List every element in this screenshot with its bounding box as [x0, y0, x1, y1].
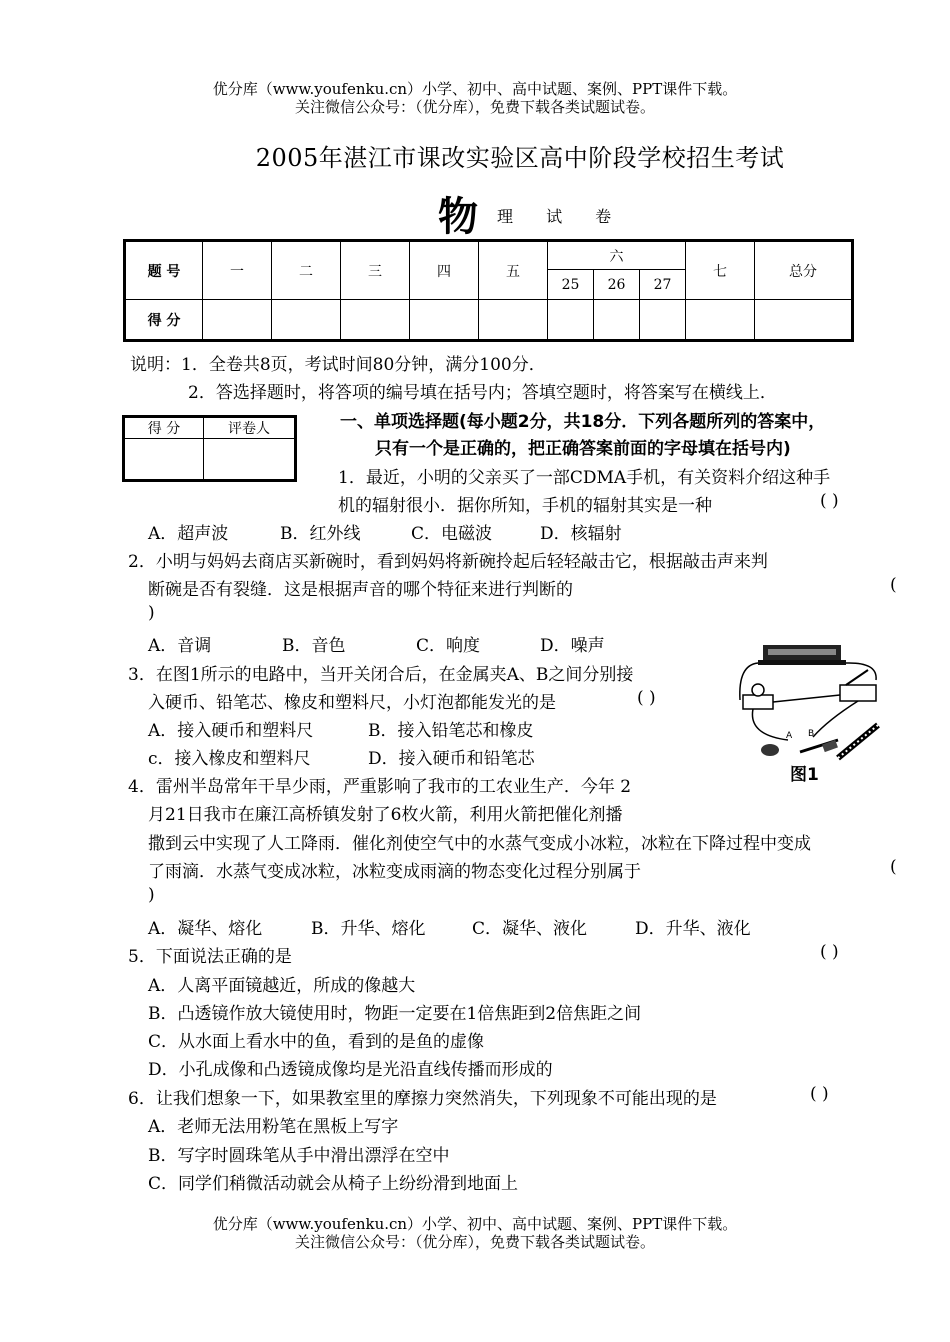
- col-3: 三: [341, 241, 410, 300]
- grader-reviewer-cell[interactable]: [204, 439, 296, 481]
- switch-icon: [840, 670, 876, 701]
- bulb-icon: [743, 684, 773, 709]
- col-total: 总分: [755, 241, 853, 300]
- q1-option-c: C．电磁波: [411, 524, 493, 544]
- grader-score-cell[interactable]: [124, 439, 204, 481]
- q3-answer-paren[interactable]: ( ): [637, 688, 656, 708]
- score-cell[interactable]: [341, 300, 410, 341]
- footer-line-2: 关注微信公众号：（优分库），免费下载各类试题试卷。: [294, 1233, 655, 1251]
- wire-to-clip-a: [752, 709, 788, 740]
- figure-1-circuit: [728, 640, 888, 785]
- coin-icon: [761, 744, 779, 756]
- q4-option-b: B．升华、熔化: [311, 919, 426, 939]
- q1-option-a: A．超声波: [148, 524, 229, 544]
- score-cell[interactable]: [272, 300, 341, 341]
- header-line-1: 优分库（www.youfenku.cn）小学、初中、高中试题、案例、PPT课件下载。: [212, 80, 738, 98]
- col-1: 一: [203, 241, 272, 300]
- col-4: 四: [410, 241, 479, 300]
- section-1-title-2: 只有一个是正确的，把正确答案前面的字母填在括号内): [375, 439, 791, 459]
- wire-to-clip-b: [813, 701, 858, 737]
- score-cell[interactable]: [755, 300, 853, 341]
- q4-line-3: 撒到云中实现了人工降雨．催化剂使空气中的水蒸气变成小冰粒，冰粒在下降过程中变成: [148, 834, 811, 854]
- q6-option-b: B．写字时圆珠笔从手中滑出漂浮在空中: [148, 1146, 450, 1166]
- q2-option-d: D．噪声: [540, 636, 605, 656]
- q5-line-1: 5．下面说法正确的是: [128, 947, 292, 967]
- grader-score-label: 得 分: [124, 417, 204, 439]
- q4-line-4: 了雨滴．水蒸气变成冰粒，冰粒变成雨滴的物态变化过程分别属于: [148, 862, 641, 882]
- score-cell[interactable]: [686, 300, 755, 341]
- score-cell[interactable]: [594, 300, 640, 341]
- col-7: 七: [686, 241, 755, 300]
- footer-line-1: 优分库（www.youfenku.cn）小学、初中、高中试题、案例、PPT课件下载。: [212, 1215, 738, 1233]
- score-cell[interactable]: [548, 300, 594, 341]
- q4-answer-left-paren[interactable]: (: [890, 857, 897, 877]
- q6-line-1: 6．让我们想象一下，如果教室里的摩擦力突然消失，下列现象不可能出现的是: [128, 1089, 717, 1109]
- score-cell[interactable]: [410, 300, 479, 341]
- q4-answer-right-paren: ): [148, 885, 155, 905]
- col-6-sub-25: 25: [548, 270, 594, 300]
- subject-rest: 理 试 卷: [497, 207, 626, 226]
- q3-line-2: 入硬币、铅笔芯、橡皮和塑料尺，小灯泡都能发光的是: [148, 693, 556, 713]
- q2-option-b: B．音色: [282, 636, 346, 656]
- q1-option-b: B．红外线: [280, 524, 361, 544]
- grader-reviewer-label: 评卷人: [204, 417, 296, 439]
- note-1: 说明：1．全卷共8页，考试时间80分钟，满分100分．: [130, 355, 546, 375]
- q6-answer-paren[interactable]: ( ): [810, 1084, 829, 1104]
- q2-answer-left-paren[interactable]: (: [890, 575, 897, 595]
- score-table: [123, 239, 854, 342]
- wire-middle: [773, 695, 840, 702]
- score-cell[interactable]: [640, 300, 686, 341]
- q2-option-a: A．音调: [148, 636, 212, 656]
- q2-answer-right-paren: ): [148, 603, 155, 623]
- clip-b-label: B: [808, 729, 815, 739]
- col-6-sub-26: 26: [594, 270, 640, 300]
- section-1-title-1: 一、单项选择题(每小题2分，共18分．下列各题所列的答案中，: [340, 412, 826, 432]
- subject-big-char: 物: [438, 193, 478, 240]
- col-6-sub-27: 27: [640, 270, 686, 300]
- q1-line-2: 机的辐射很小．据你所知，手机的辐射其实是一种: [338, 496, 712, 516]
- q6-option-c: C．同学们稍微活动就会从椅子上纷纷滑到地面上: [148, 1174, 519, 1194]
- exam-title: 2005年湛江市课改实验区高中阶段学校招生考试: [255, 144, 785, 172]
- q6-option-a: A．老师无法用粉笔在黑板上写字: [148, 1117, 399, 1137]
- col-5: 五: [479, 241, 548, 300]
- wire-right: [846, 663, 876, 680]
- q4-option-a: A．凝华、熔化: [148, 919, 263, 939]
- q2-line-2: 断碗是否有裂缝．这是根据声音的哪个特征来进行判断的: [148, 580, 573, 600]
- clip-a-label: A: [786, 731, 793, 741]
- q5-option-c: C．从水面上看水中的鱼，看到的是鱼的虚像: [148, 1032, 485, 1052]
- q1-option-d: D．核辐射: [540, 524, 622, 544]
- q4-line-1: 4．雷州半岛常年干旱少雨，严重影响了我市的工农业生产．今年 2: [128, 777, 632, 797]
- q5-option-d: D．小孔成像和凸透镜成像均是光沿直线传播而形成的: [148, 1060, 553, 1080]
- q3-option-d: D．接入硬币和铅笔芯: [368, 749, 535, 769]
- q1-line-1: 1．最近，小明的父亲买了一部CDMA手机，有关资料介绍这种手: [338, 468, 831, 488]
- q4-option-c: C．凝华、液化: [472, 919, 588, 939]
- col-6: 六: [548, 241, 686, 270]
- q3-option-c: c．接入橡皮和塑料尺: [148, 749, 311, 769]
- q2-line-1: 2．小明与妈妈去商店买新碗时，看到妈妈将新碗拎起后轻轻敲击它，根据敲击声来判: [128, 552, 768, 572]
- q5-option-b: B．凸透镜作放大镜使用时，物距一定要在1倍焦距到2倍焦距之间: [148, 1004, 642, 1024]
- q3-option-a: A．接入硬币和塑料尺: [148, 721, 314, 741]
- grader-box: [122, 415, 297, 482]
- col-2: 二: [272, 241, 341, 300]
- q4-option-d: D．升华、液化: [635, 919, 751, 939]
- q3-option-b: B．接入铅笔芯和橡皮: [368, 721, 534, 741]
- row-label-score: 得 分: [125, 300, 203, 341]
- battery-box-icon: [758, 645, 846, 665]
- score-cell[interactable]: [479, 300, 548, 341]
- row-label-question: 题 号: [125, 241, 203, 300]
- q4-line-2: 月21日我市在廉江高桥镇发射了6枚火箭，利用火箭把催化剂播: [148, 805, 623, 825]
- q5-option-a: A．人离平面镜越近，所成的像越大: [148, 976, 416, 996]
- q2-option-c: C．响度: [416, 636, 481, 656]
- q5-answer-paren[interactable]: ( ): [820, 942, 839, 962]
- q1-answer-paren[interactable]: ( ): [820, 491, 839, 511]
- q3-line-1: 3．在图1所示的电路中，当开关闭合后，在金属夹A、B之间分别接: [128, 665, 634, 685]
- figure-1-label: 图1: [790, 765, 819, 785]
- header-line-2: 关注微信公众号：（优分库），免费下载各类试题试卷。: [294, 98, 655, 116]
- note-2: 2．答选择题时，将答项的编号填在括号内；答填空题时，将答案写在横线上．: [188, 383, 777, 403]
- score-cell[interactable]: [203, 300, 272, 341]
